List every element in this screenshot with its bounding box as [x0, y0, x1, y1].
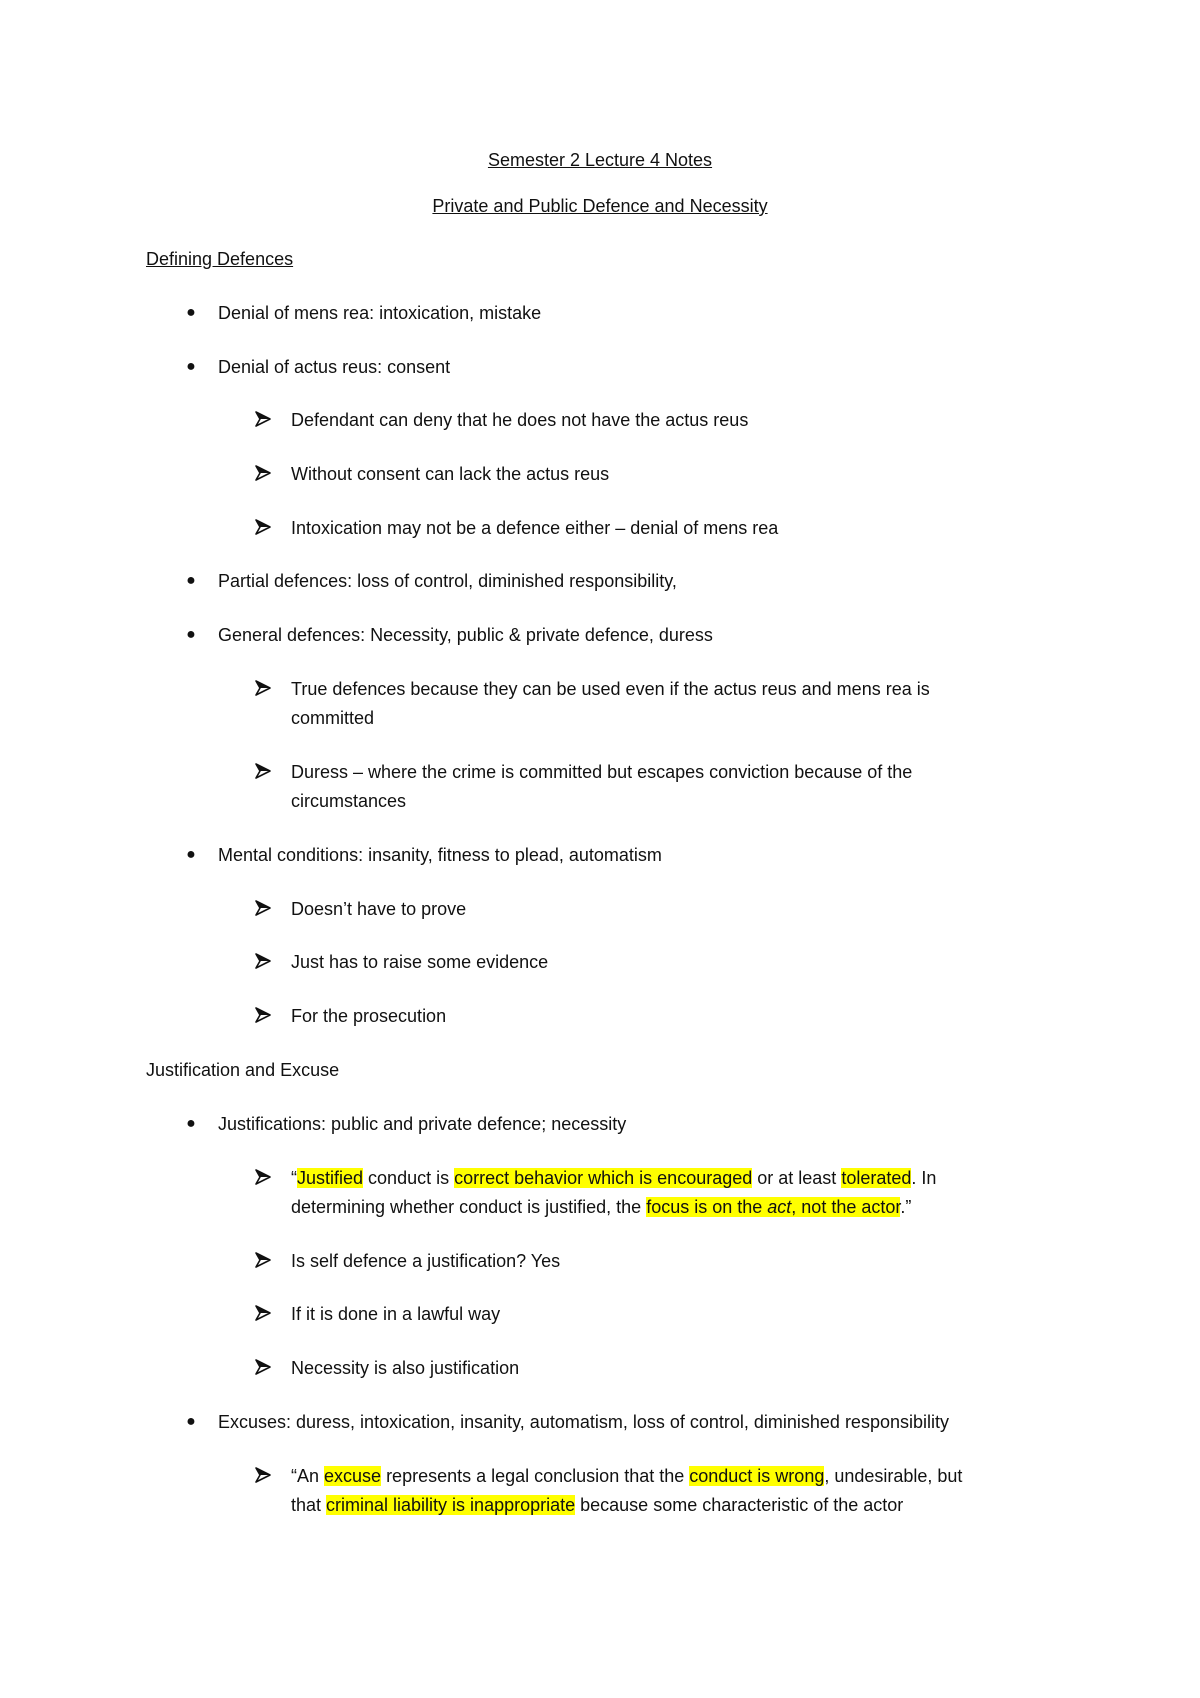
- bullet-dot-icon: ●: [186, 358, 196, 375]
- arrowhead-bullet-icon: [254, 1464, 276, 1486]
- arrowhead-bullet-icon: [254, 462, 276, 484]
- arrowhead-bullet-icon: [254, 1249, 276, 1271]
- list-item: General defences: Necessity, public & private defence, duress: [218, 625, 713, 645]
- quote-text: represents a legal conclusion that the: [381, 1466, 690, 1486]
- list-item: Justifications: public and private defence; necessity: [218, 1114, 627, 1134]
- quote-text: . In: [911, 1168, 937, 1188]
- list-item: Excuses: duress, intoxication, insanity, automatism, loss of control, diminished responsibility: [218, 1412, 949, 1432]
- sub-list-item: Is self defence a justification? Yes: [291, 1251, 561, 1271]
- highlighted-text-part: focus is on the: [646, 1197, 768, 1217]
- highlighted-italic-text: act: [767, 1197, 792, 1217]
- list-item: Mental conditions: insanity, fitness to plead, automatism: [218, 845, 662, 865]
- highlighted-text-part: , not the actor: [791, 1197, 901, 1217]
- quote-text: .”: [900, 1197, 912, 1217]
- quote-text: or at least: [752, 1168, 842, 1188]
- sub-list-item: For the prosecution: [291, 1006, 447, 1026]
- quote-text: “An: [291, 1466, 325, 1486]
- list-item: Denial of actus reus: consent: [218, 357, 451, 377]
- arrowhead-bullet-icon: [254, 1302, 276, 1324]
- quote-text: that: [291, 1495, 327, 1515]
- sub-list-item: Defendant can deny that he does not have the actus reus: [291, 410, 749, 430]
- sub-list-item: Necessity is also justification: [291, 1358, 520, 1378]
- bullet-dot-icon: ●: [186, 1413, 196, 1430]
- arrowhead-bullet-icon: [254, 516, 276, 538]
- highlighted-text: tolerated: [841, 1168, 912, 1188]
- sub-list-item: Intoxication may not be a defence either – denial of mens rea: [291, 518, 779, 538]
- sub-list-item: Duress – where the crime is committed but escapes conviction because of the: [291, 762, 913, 782]
- sub-list-item-continuation: circumstances: [291, 791, 407, 811]
- highlighted-text: excuse: [324, 1466, 382, 1486]
- highlighted-text: conduct is wrong: [689, 1466, 825, 1486]
- bullet-dot-icon: ●: [186, 846, 196, 863]
- quote-line-continuation: [291, 1195, 911, 1219]
- highlighted-text: [646, 1197, 900, 1217]
- sub-list-item: Doesn’t have to prove: [291, 899, 467, 919]
- arrowhead-bullet-icon: [254, 677, 276, 699]
- quote-line: [291, 1166, 936, 1190]
- bullet-dot-icon: ●: [186, 304, 196, 321]
- list-item: Denial of mens rea: intoxication, mistake: [218, 303, 542, 323]
- quote-line-continuation: [291, 1493, 903, 1517]
- section-heading-justification-and-excuse: Justification and Excuse: [146, 1060, 340, 1080]
- document-title: Semester 2 Lecture 4 Notes: [487, 150, 713, 170]
- sub-list-item: True defences because they can be used even if the actus reus and mens rea is: [291, 679, 930, 699]
- quote-text: because some characteristic of the actor: [575, 1495, 904, 1515]
- highlighted-text: criminal liability is inappropriate: [326, 1495, 576, 1515]
- arrowhead-bullet-icon: [254, 1356, 276, 1378]
- quote-text: “: [291, 1168, 297, 1188]
- bullet-dot-icon: ●: [186, 572, 196, 589]
- bullet-dot-icon: ●: [186, 626, 196, 643]
- sub-list-item: Without consent can lack the actus reus: [291, 464, 610, 484]
- quote-text: determining whether conduct is justified, the: [291, 1197, 647, 1217]
- bullet-dot-icon: ●: [186, 1115, 196, 1132]
- quote-text: , undesirable, but: [824, 1466, 963, 1486]
- sub-list-item: Just has to raise some evidence: [291, 952, 549, 972]
- sub-list-item: If it is done in a lawful way: [291, 1304, 501, 1324]
- arrowhead-bullet-icon: [254, 950, 276, 972]
- highlighted-text: correct behavior which is encouraged: [454, 1168, 753, 1188]
- list-item: Partial defences: loss of control, diminished responsibility,: [218, 571, 677, 591]
- sub-list-item-continuation: committed: [291, 708, 375, 728]
- highlighted-text: Justified: [297, 1168, 364, 1188]
- arrowhead-bullet-icon: [254, 897, 276, 919]
- section-heading-defining-defences: Defining Defences: [146, 249, 294, 269]
- document-subtitle: Private and Public Defence and Necessity: [432, 196, 768, 216]
- arrowhead-bullet-icon: [254, 1004, 276, 1026]
- arrowhead-bullet-icon: [254, 760, 276, 782]
- quote-text: conduct is: [363, 1168, 455, 1188]
- arrowhead-bullet-icon: [254, 408, 276, 430]
- arrowhead-bullet-icon: [254, 1166, 276, 1188]
- quote-line: [291, 1464, 962, 1488]
